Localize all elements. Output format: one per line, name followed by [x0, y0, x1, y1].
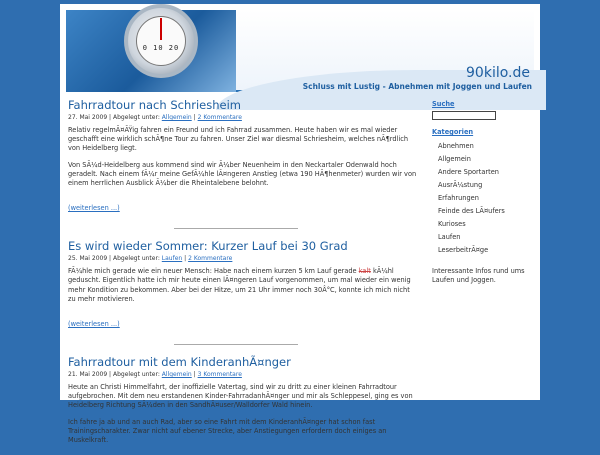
- post-comments-link[interactable]: 2 Kommentare: [188, 255, 233, 263]
- post-paragraph: Von SÃ¼d-Heidelberg aus kommend sind wir Ã¼ber Neuenheim in den Neckartaler Odenwald hoch geradelt. Nach einem fÃ¼r meine GefÃ¼hle lÃ¤ngeren Anstieg (etwa 190 HÃ¶henmeter) wurden wir von einem herrlichen Ausblick Ã¼ber die Rheintalebene belohnt.: [68, 160, 417, 188]
- site-tagline: Schluss mit Lustig - Abnehmen mit Joggen und Laufen: [302, 82, 532, 91]
- post-category-link[interactable]: Allgemein: [161, 371, 192, 379]
- scale-digits: 0 10 20: [142, 44, 180, 52]
- post-comments-link[interactable]: 3 Kommentare: [197, 371, 242, 379]
- post-2: [68, 239, 418, 334]
- meta-separator: |: [184, 255, 187, 263]
- sidebar: [432, 100, 532, 285]
- post-paragraph: Relativ regelmÃ¤ÃŸig fahren ein Freund und ich Fahrrad zusammen. Heute haben wir es mal wieder geschafft eine wirklich schÃ¶ne Tour zu fahren. Unser Ziel war diesmal Schriesheim, welches nÃ¶rdlich von Heidelberg liegt.: [68, 126, 409, 153]
- header-scale-image: [66, 10, 236, 92]
- category-list: [438, 140, 532, 257]
- post-meta: [68, 114, 418, 121]
- page: [60, 4, 540, 445]
- meta-separator: |: [193, 114, 196, 121]
- post-paragraph: Heute an Christi Himmelfahrt, der inoffizielle Vatertag, sind wir zu dritt zu einer kleinen Fahrradtour aufgebrochen. Mit dem neu erstandenen Kinder-FahrradanhÃ¤nger und mir als Schleppesel, ging es von Heidelberg Richtung SÃ¼den in den SandhÃ¤user/Walldorfer Wald hinein.: [68, 383, 413, 410]
- categories-heading[interactable]: Kategorien: [432, 128, 474, 136]
- post-1: [68, 98, 418, 218]
- post-date: 25. Mai 2009 | Abgelegt unter:: [68, 255, 160, 263]
- post-meta: [68, 255, 418, 262]
- post-comments-link[interactable]: 2 Kommentare: [197, 114, 242, 121]
- meta-separator: |: [193, 371, 196, 379]
- post-category-link[interactable]: Allgemein: [161, 114, 192, 121]
- category-item-andere-sportarten[interactable]: Andere Sportarten: [438, 168, 499, 176]
- post-title[interactable]: Es wird wieder Sommer: Kurzer Lauf bei 30 Grad: [68, 239, 348, 254]
- category-item-leserbeitraege[interactable]: LeserbeitrÃ¤ge: [438, 246, 489, 254]
- post-paragraph: [68, 267, 418, 304]
- category-item-ausruestung[interactable]: AusrÃ¼stung: [438, 181, 483, 189]
- struck-word: kalt: [358, 267, 371, 276]
- post-divider: [174, 228, 298, 229]
- category-item-allgemein[interactable]: Allgemein: [438, 155, 471, 163]
- search-input[interactable]: [432, 111, 496, 120]
- sidebar-info-text: Interessante Infos rund ums Laufen und Joggen.: [432, 267, 525, 284]
- post-date: 21. Mai 2009 | Abgelegt unter:: [68, 371, 160, 379]
- read-more-link[interactable]: (weiterlesen ...): [68, 320, 120, 329]
- post-divider: [174, 344, 298, 345]
- post-meta: [68, 371, 418, 378]
- category-item-erfahrungen[interactable]: Erfahrungen: [438, 194, 479, 202]
- post-paragraph: Ich fahre ja ab und an auch Rad, aber so eine Fahrt mit dem KinderanhÃ¤nger hat schon fast Trainingscharakter. Zwar nicht auf ebener Strecke, aber Anstiegungen erfordern doch einiges an Muskelkraft.: [68, 417, 387, 445]
- post-title[interactable]: Fahrradtour nach Schriesheim: [68, 98, 241, 112]
- post-3: [68, 355, 418, 445]
- post-title[interactable]: Fahrradtour mit dem KinderanhÃ¤nger: [68, 355, 291, 370]
- category-item-laufen[interactable]: Laufen: [438, 233, 461, 241]
- site-title[interactable]: 90kilo.de: [466, 65, 530, 81]
- post-text: FÃ¼hle mich gerade wie ein neuer Mensch: Habe nach einem kurzen 5 km Lauf gerade: [68, 267, 359, 276]
- post-category-link[interactable]: Laufen: [161, 255, 183, 263]
- site-header: [66, 10, 534, 92]
- main-content: [68, 98, 418, 455]
- category-item-abnehmen[interactable]: Abnehmen: [438, 142, 474, 150]
- post-text: kÃ¼hl geduscht. Eigentlich hatte ich mir heute einen lÃ¤ngeren Lauf vorgenommen, um mal wieder ein wenig mehr Kondition zu bekommen. Aber bei der Hitze, um 21 Uhr immer noch 30Â°C, konnte ich mich nicht zu mehr motivieren.: [68, 267, 411, 303]
- category-item-kurioses[interactable]: Kurioses: [438, 220, 466, 228]
- scale-needle: [160, 18, 162, 40]
- category-item-feinde-des-laeufers[interactable]: Feinde des LÃ¤ufers: [438, 207, 505, 215]
- post-date: 27. Mai 2009 | Abgelegt unter:: [68, 114, 160, 121]
- search-heading[interactable]: Suche: [432, 100, 455, 108]
- read-more-link[interactable]: (weiterlesen ...): [68, 204, 120, 213]
